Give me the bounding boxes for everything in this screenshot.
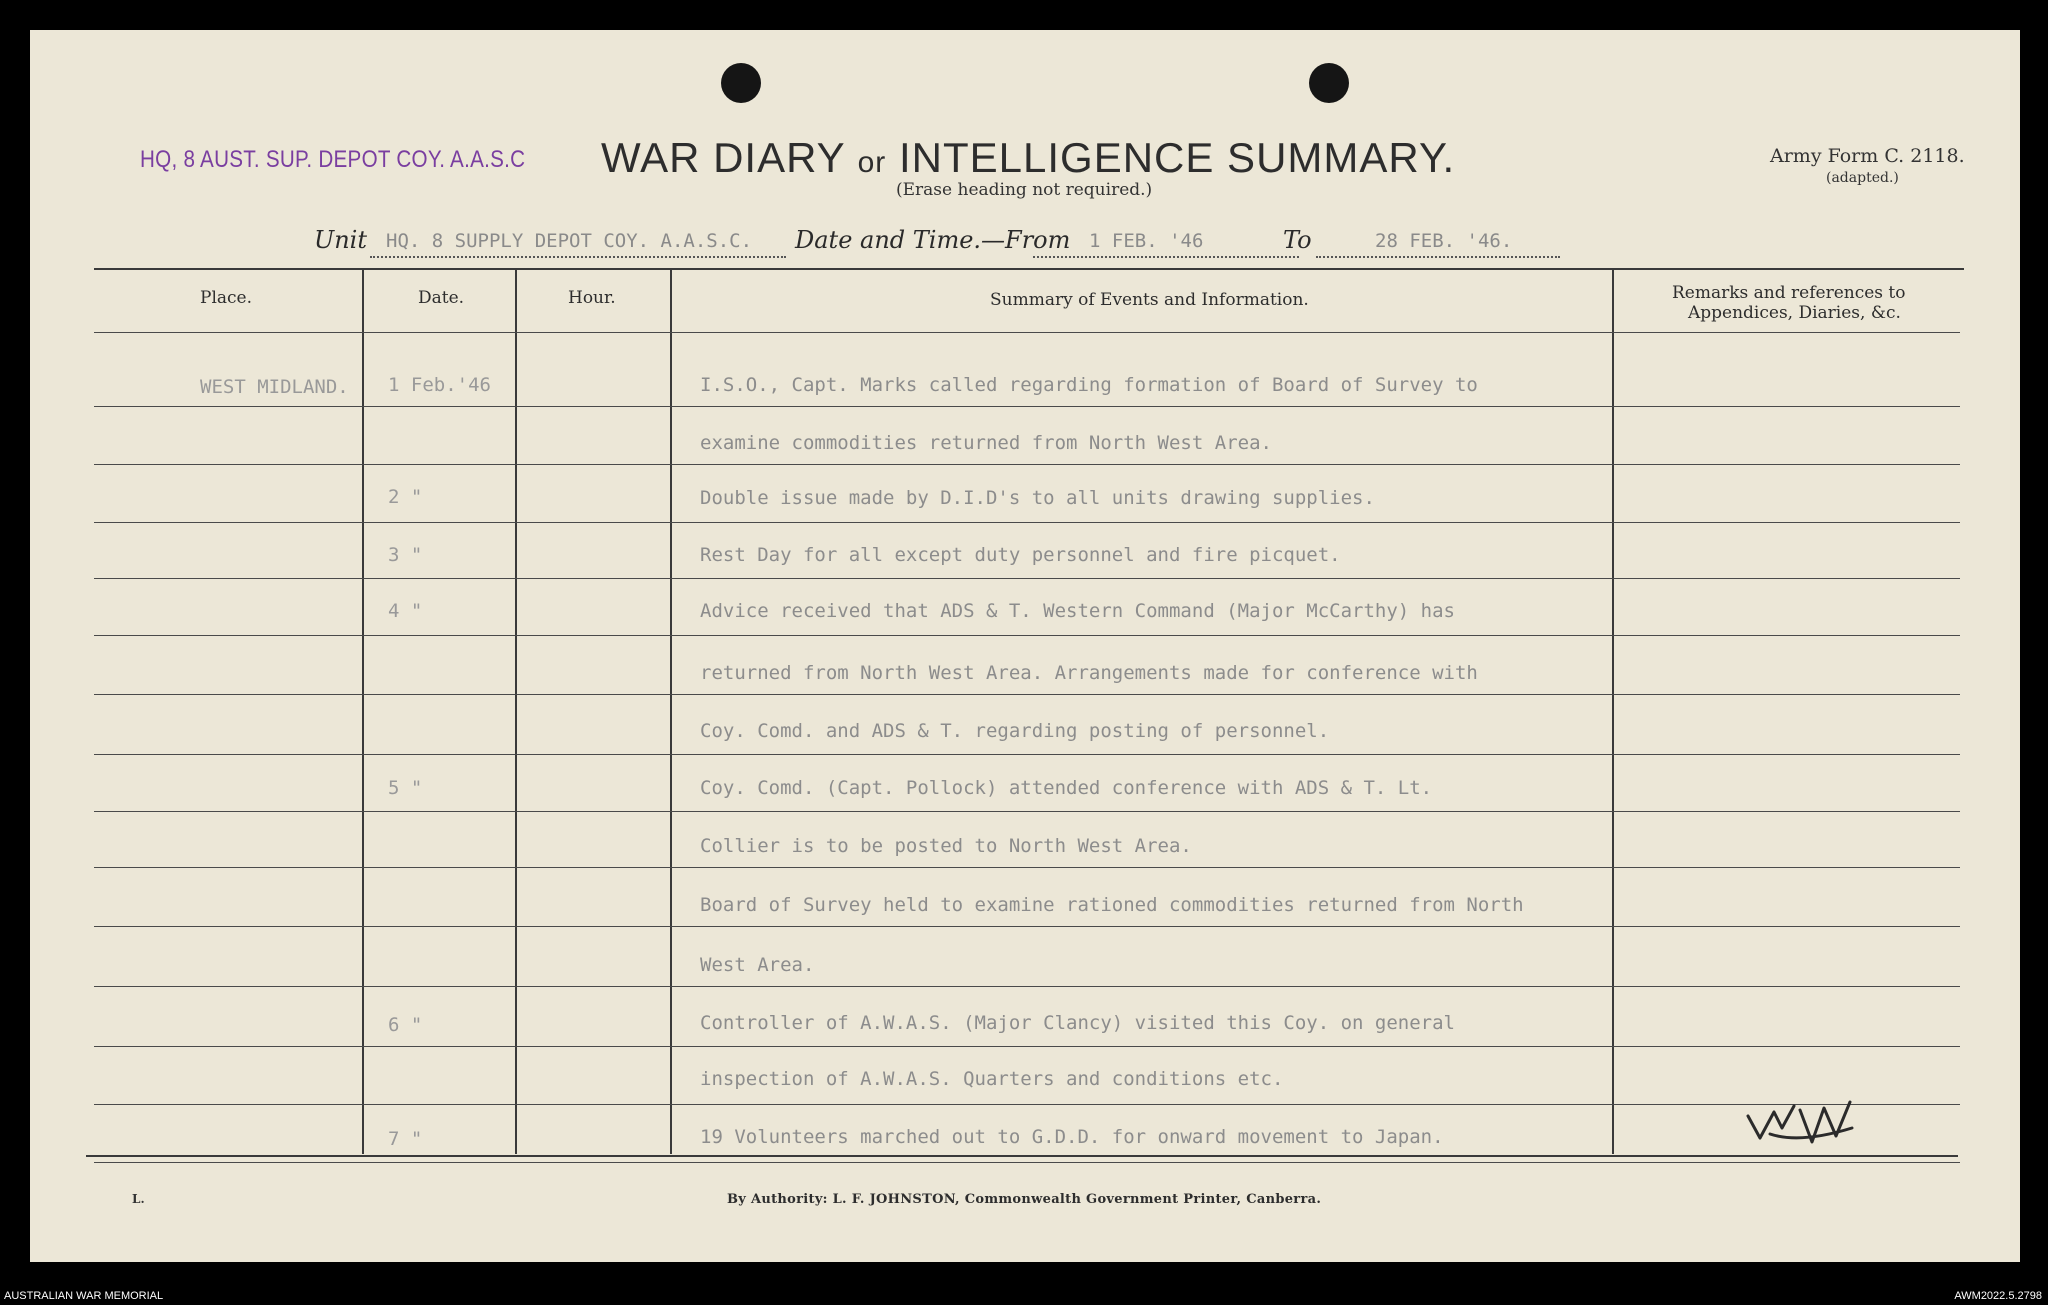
- form-number: Army Form C. 2118.: [1770, 145, 1965, 167]
- summary-line: West Area.: [700, 954, 815, 976]
- date-label: Date and Time.—From: [795, 226, 1071, 254]
- from-value: 1 FEB. '46: [1089, 230, 1204, 252]
- summary-line: Board of Survey held to examine rationed commodities returned from North: [700, 894, 1524, 916]
- page-title: WAR DIARY or INTELLIGENCE SUMMARY.: [601, 134, 1456, 181]
- column-divider-date: [515, 268, 517, 1154]
- row-rule: [94, 986, 1960, 987]
- from-dotted-line: [1033, 256, 1299, 258]
- column-divider-summary: [1612, 268, 1614, 1154]
- row-rule: [94, 522, 1960, 523]
- summary-line: Controller of A.W.A.S. (Major Clancy) visited this Coy. on general: [700, 1012, 1455, 1034]
- form-note: (adapted.): [1826, 170, 1899, 186]
- row-rule: [94, 578, 1960, 579]
- page-subtitle: (Erase heading not required.): [896, 180, 1153, 200]
- date-entry: 3 ": [388, 544, 423, 566]
- column-divider-place: [362, 268, 364, 1154]
- footer-mark: L.: [132, 1192, 145, 1206]
- date-entry: 5 ": [388, 777, 423, 799]
- column-header-place: Place.: [200, 288, 252, 308]
- row-rule: [94, 464, 1960, 465]
- column-divider-hour: [670, 268, 672, 1154]
- unit-dotted-line: [370, 256, 786, 258]
- summary-line: Advice received that ADS & T. Western Command (Major McCarthy) has: [700, 600, 1455, 622]
- table-top-rule: [94, 268, 1964, 270]
- footer-authority: By Authority: L. F. JOHNSTON, Commonwealth Government Printer, Canberra.: [727, 1192, 1322, 1207]
- summary-line: examine commodities returned from North West Area.: [700, 432, 1272, 454]
- caption-left: AUSTRALIAN WAR MEMORIAL: [4, 1290, 164, 1302]
- header-rule: [94, 332, 1960, 333]
- summary-line: 19 Volunteers marched out to G.D.D. for onward movement to Japan.: [700, 1126, 1444, 1148]
- caption-right: AWM2022.5.2798: [1954, 1290, 2042, 1302]
- summary-line: I.S.O., Capt. Marks called regarding formation of Board of Survey to: [700, 374, 1478, 396]
- date-entry: 4 ": [388, 600, 423, 622]
- row-rule: [94, 811, 1960, 812]
- row-rule: [94, 694, 1960, 695]
- date-entry: 6 ": [388, 1014, 423, 1036]
- to-value: 28 FEB. '46.: [1375, 230, 1513, 252]
- summary-line: Rest Day for all except duty personnel and fire picquet.: [700, 544, 1341, 566]
- to-dotted-line: [1316, 256, 1560, 258]
- diary-sheet: [30, 30, 2020, 1262]
- punch-hole-left: [721, 63, 761, 103]
- row-rule: [94, 754, 1960, 755]
- date-entry: 7 ": [388, 1128, 423, 1150]
- place-entry: WEST MIDLAND.: [200, 376, 349, 398]
- row-rule: [94, 926, 1960, 927]
- column-header-hour: Hour.: [568, 288, 616, 308]
- handwritten-initials: [1740, 1090, 1860, 1170]
- date-entry: 2 ": [388, 486, 423, 508]
- column-header-summary: Summary of Events and Information.: [990, 290, 1309, 310]
- column-header-appendices: Appendices, Diaries, &c.: [1688, 303, 1901, 323]
- punch-hole-right: [1309, 63, 1349, 103]
- row-rule: [94, 406, 1960, 407]
- row-rule: [94, 867, 1960, 868]
- unit-label: Unit: [314, 226, 368, 254]
- summary-line: Double issue made by D.I.D's to all units drawing supplies.: [700, 487, 1375, 509]
- column-header-remarks: Remarks and references to: [1672, 283, 1906, 303]
- column-header-date: Date.: [418, 288, 465, 308]
- row-rule: [94, 635, 1960, 636]
- to-label: To: [1283, 226, 1312, 254]
- date-entry: 1 Feb.'46: [388, 374, 491, 396]
- unit-value: HQ. 8 SUPPLY DEPOT COY. A.A.S.C.: [386, 230, 753, 252]
- table-bottom-rule: [86, 1155, 1958, 1157]
- summary-line: returned from North West Area. Arrangements made for conference with: [700, 662, 1478, 684]
- summary-line: inspection of A.W.A.S. Quarters and conditions etc.: [700, 1068, 1284, 1090]
- row-rule: [94, 1046, 1960, 1047]
- summary-line: Coy. Comd. and ADS & T. regarding posting of personnel.: [700, 720, 1330, 742]
- row-rule: [94, 1162, 1960, 1163]
- summary-line: Coy. Comd. (Capt. Pollock) attended conference with ADS & T. Lt.: [700, 777, 1433, 799]
- unit-stamp: HQ, 8 AUST. SUP. DEPOT COY. A.A.S.C: [140, 146, 526, 173]
- row-rule: [94, 1104, 1960, 1105]
- summary-line: Collier is to be posted to North West Area.: [700, 835, 1192, 857]
